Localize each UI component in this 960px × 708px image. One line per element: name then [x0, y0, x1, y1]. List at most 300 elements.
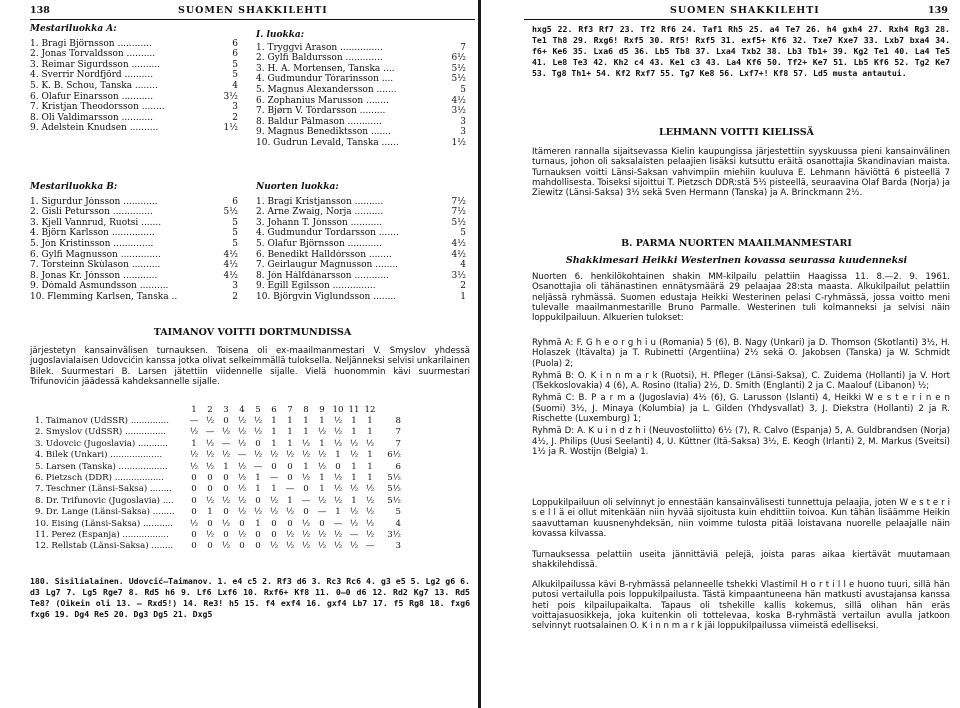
- column-header: 3: [223, 404, 229, 415]
- player-name: 4. Björn Karlsson ...............: [30, 228, 155, 239]
- total-score: 6: [395, 461, 401, 472]
- game-result: 0: [223, 473, 229, 484]
- game-result: ½: [237, 473, 247, 484]
- game-result: ½: [189, 518, 199, 529]
- crosstable: [34, 404, 402, 552]
- parma-subtitle: Shakkimesari Heikki Westerinen kovassa seurassa kuudenneksi: [565, 255, 908, 266]
- column-header: 6: [271, 404, 277, 415]
- game-result: 0: [191, 473, 197, 484]
- game-result: 0: [207, 518, 213, 529]
- crosstable-header: [34, 404, 402, 415]
- game-result: ½: [349, 484, 359, 495]
- player-name: 6. Zophanius Marusson ........: [256, 95, 389, 106]
- game-result: ½: [221, 427, 231, 438]
- game-result: ½: [301, 518, 311, 529]
- total-score: 5½: [387, 473, 401, 484]
- player-score: 7½: [451, 196, 466, 207]
- game-result: 1: [367, 473, 373, 484]
- game-result: ½: [333, 541, 343, 552]
- player-score: 4: [460, 260, 466, 271]
- game-result: 1: [351, 416, 357, 427]
- player-name: 3. H. A. Mortensen, Tanska ....: [256, 63, 395, 74]
- column-header: 10: [332, 404, 344, 415]
- game-result: ½: [365, 507, 375, 518]
- game-result: 0: [287, 518, 293, 529]
- player-name: 9. Dómald Ásmundsson ..........: [30, 281, 169, 292]
- game-result: ½: [365, 495, 375, 506]
- running-title: SUOMEN SHAKKILEHTI: [178, 5, 328, 16]
- standings-list: [256, 43, 466, 149]
- game-result: 0: [255, 438, 261, 449]
- group-result: Ryhmä C: B. P a r m a (Jugoslavia) 4½ (6), G. Larusson (Islanti) 4, Heikki W e s t e r i n e n (Suomi) 3½, J. Minaya (Kolumbia) ja L. Gilden (Yhdysvallat) 3, J. Diekstra (Hollanti) 2 ja R. Rischette (Luxemburg) 1;: [532, 393, 950, 425]
- game-result: ½: [301, 529, 311, 540]
- game-result: ½: [365, 438, 375, 449]
- game-result: 1: [335, 507, 341, 518]
- game-result: 0: [255, 541, 261, 552]
- nuorten-luokka: [256, 182, 466, 303]
- standing-row: [256, 228, 466, 239]
- game-result: —: [253, 461, 263, 472]
- parma-paragraph-4: Alkukilpailussa kävi B-ryhmässä pelanneelle tshekki Vlastimil H o r t i l l e huono tuuri, sillä hän putosi vertailulla pois loppukilpailusta. Tästä kimpaantuneena hän matkusti avustajansa kanssa heti pois kilpailupaikalta. Tapaus oli tshekille kallis kokemus, sillä olihan hän eräs voittajasuosikkeja, joka kuitenkin oli tottelevaa, koska B-ryhmästä vertailun avulla jatkoon selvinnyt ruotsalainen O. K i n n m a r k jäi loppukilpailussa viimeistä edelliseksi.: [532, 580, 950, 632]
- parma-paragraph-1: Nuorten 6. henkilökohtainen shakin MM-kilpailu pelattiin Haagissa 11. 8.—2. 9. 1961. Osanottajia oli tähänastinen ennätysmäärä 29 pelaajaa 28:sta maasta. Alkukilpailut pelattiin neljässä ryhmässä. Suomen edustaja Heikki Westerinen pelasi C-ryhmässä, jossa voitto meni tulevalle maailmanmestarille Bruno Parmalle. Westerinen tuli kolmanneksi ja selvisi näin loppukilpailuun. Alkuerien tulokset:: [532, 272, 950, 324]
- game-result: 1: [223, 461, 229, 472]
- game-result: —: [349, 529, 359, 540]
- mestariluokka-b: [30, 182, 238, 303]
- standing-row: [30, 239, 238, 250]
- player-score: 4½: [223, 260, 238, 271]
- player-name: 2. Jonas Torvaldsson ..........: [30, 49, 156, 60]
- standing-row: [256, 74, 466, 85]
- crosstable-row: [34, 461, 402, 472]
- game-result: ½: [285, 507, 295, 518]
- game-result: 1: [351, 461, 357, 472]
- game-result: —: [317, 507, 327, 518]
- standing-row: [30, 49, 238, 60]
- standing-row: [256, 292, 466, 303]
- game-result: 1: [319, 438, 325, 449]
- player-name: 9. Magnus Benediktsson .......: [256, 127, 391, 138]
- player-name: 10. Eising (Länsi-Saksa) ...........: [35, 518, 174, 529]
- game-result: ½: [221, 495, 231, 506]
- player-name: 1. Taimanov (UdSSR) ..............: [35, 416, 169, 427]
- game-result: ½: [205, 416, 215, 427]
- player-name: 8. Jonas Kr. Jónsson ............: [30, 270, 158, 281]
- game-result: 1: [255, 518, 261, 529]
- player-score: 5½: [451, 63, 466, 74]
- column-header: 7: [287, 404, 293, 415]
- game-result: 0: [255, 495, 261, 506]
- game-result: ½: [269, 507, 279, 518]
- player-name: 11. Perez (Espanja) .................: [35, 529, 169, 540]
- game-result: ½: [333, 473, 343, 484]
- game-result: 1: [287, 495, 293, 506]
- game-result: 1: [351, 427, 357, 438]
- player-score: 4: [232, 80, 238, 91]
- game-result: —: [301, 495, 311, 506]
- player-score: 4½: [223, 249, 238, 260]
- game-result: ½: [333, 484, 343, 495]
- game-result: ½: [269, 450, 279, 461]
- standing-row: [256, 260, 466, 271]
- game-result: 0: [287, 473, 293, 484]
- game-result: 1: [351, 495, 357, 506]
- player-score: 5½: [223, 207, 238, 218]
- player-name: 4. Gudmundur Tórarinsson ....: [256, 74, 394, 85]
- game-result: ½: [301, 450, 311, 461]
- game-result: ½: [317, 450, 327, 461]
- standing-row: [256, 53, 466, 64]
- game-result: 0: [287, 461, 293, 472]
- player-name: 2. Gisli Petursson ..............: [30, 207, 153, 218]
- game-result: ½: [349, 507, 359, 518]
- game-result: ½: [221, 541, 231, 552]
- player-score: 4½: [223, 270, 238, 281]
- player-name: 7. Geirlaugur Magnusson ........: [256, 260, 399, 271]
- player-score: 6: [232, 49, 238, 60]
- parma-title: B. PARMA NUORTEN MAAILMANMESTARI: [621, 238, 852, 249]
- player-name: 1. Bragi Kristjansson ..........: [256, 196, 384, 207]
- standing-row: [30, 92, 238, 103]
- game-result: 0: [271, 529, 277, 540]
- game-result: 1: [367, 416, 373, 427]
- game-result: 1: [335, 450, 341, 461]
- player-score: 2: [232, 112, 238, 123]
- game-result: ½: [205, 461, 215, 472]
- group-result: Ryhmä D: A. K u i n d z h i (Neuvostoliitto) 6½ (7), R. Calvo (Espanja) 5, A. Guldbrandsen (Norja) 4½, J. Philips (Uusi Seelanti) 4, U. Küttner (Itä-Saksa) 3½, E. Keogh (Irlanti) 2, M. Markus (Sveitsi) 1½ ja R. Wostijn (Belgia) 1.: [532, 426, 950, 457]
- group-result: Ryhmä B: O. K i n n m a r k (Ruotsi), H. Pfleger (Länsi-Saksa), C. Zuidema (Hollanti) ja V. Hort (Tšekkoslovakia) 4 (6), A. Rosino (Italia) 2½, D. Smith (Englanti) 2 ja C. Maalouf (Libanon) ½;: [532, 370, 950, 392]
- player-name: 8. Baldur Pálmason ............: [256, 116, 382, 127]
- game-result: 1: [303, 427, 309, 438]
- player-name: 4. Gudmundur Tordarsson .......: [256, 228, 399, 239]
- player-name: 1. Bragi Björnsson ............: [30, 38, 152, 49]
- game-result: 1: [319, 473, 325, 484]
- game-result: ½: [349, 518, 359, 529]
- game-result: 1: [367, 427, 373, 438]
- standing-row: [256, 197, 466, 208]
- game-result: ½: [317, 461, 327, 472]
- standings-list: [30, 197, 238, 303]
- game-result: 0: [191, 529, 197, 540]
- page-number: 139: [928, 5, 948, 16]
- standing-row: [256, 96, 466, 107]
- game-result: ½: [205, 450, 215, 461]
- standing-row: [30, 39, 238, 50]
- standing-row: [30, 228, 238, 239]
- standing-row: [256, 127, 466, 138]
- page-number: 138: [30, 5, 50, 16]
- player-name: 6. Pietzsch (DDR) ..................: [35, 473, 164, 484]
- game-result: ½: [333, 416, 343, 427]
- player-score: 3: [460, 127, 466, 138]
- game-result: 0: [223, 484, 229, 495]
- player-name: 5. K. B. Schou, Tanska ........: [30, 80, 158, 91]
- game-result: ½: [205, 438, 215, 449]
- standing-row: [256, 43, 466, 54]
- game-result: ½: [237, 438, 247, 449]
- group-result: Ryhmä A: F. G h e o r g h i u (Romania) 5 (6), B. Nagy (Unkari) ja D. Thomson (Skotlanti) 3½, H. Holaszek (Itävalta) ja T. Rubinetti (Argentiina) 2½ sekä O. Jakobsen (Tanska) ja W. Schmidt (Puola) 2;: [532, 338, 950, 369]
- player-name: 10. Flemming Karlsen, Tanska ..: [30, 291, 178, 302]
- game-result: ½: [317, 495, 327, 506]
- game-result: ½: [237, 484, 247, 495]
- lehmann-text: Itämeren rannalla sijaitsevassa Kielin kaupungissa järjestettiin syyskuussa pieni kansainvälinen turnaus, johon oli saksalaisten pelaajien lisäksi kutsuttu eräitä osanottajia Skandinavian maista. Turnauksen voitti Länsi-Saksan vahvimpiin miehiin kuuluva E. Lehmann häviöttä 6 pisteellä 7 mahdollisesta. Toiseksi sijoittui T. Pietzsch DDR:stä 5½ pisteellä, seuraavina Olaf Barda (Norja) ja Ziewitz (Länsi-Saksa) 3½ sekä Sven Hermann (Tanska) ja A. Brinckmann 2½.: [532, 147, 950, 199]
- game-result: ½: [189, 450, 199, 461]
- left-page-header: [0, 5, 480, 19]
- column-header: 8: [303, 404, 309, 415]
- header-rule: [30, 19, 475, 20]
- standing-row: [30, 113, 238, 124]
- crosstable-row: [34, 541, 402, 552]
- standing-row: [256, 138, 466, 149]
- game-result: ½: [365, 484, 375, 495]
- column-header: 12: [364, 404, 376, 415]
- right-page: [480, 0, 960, 708]
- player-score: 6: [232, 196, 238, 207]
- game-result: —: [333, 518, 343, 529]
- game-result: 0: [271, 518, 277, 529]
- game-result: 1: [271, 427, 277, 438]
- game-result: ½: [333, 529, 343, 540]
- game-result: 0: [207, 541, 213, 552]
- game-result: 1: [271, 438, 277, 449]
- game-result: 0: [303, 507, 309, 518]
- player-name: 6. Benedikt Halldórsson ........: [256, 249, 392, 260]
- standing-row: [30, 207, 238, 218]
- luokka-1: [256, 30, 466, 149]
- standing-row: [256, 271, 466, 282]
- game-result: ½: [221, 518, 231, 529]
- game-result: 0: [191, 484, 197, 495]
- player-name: 3. Johann T. Jónsson ...........: [256, 217, 383, 228]
- game-result: 0: [191, 507, 197, 518]
- player-score: 5½: [451, 74, 466, 85]
- standing-row: [30, 271, 238, 282]
- game-result: ½: [301, 473, 311, 484]
- player-score: 1½: [451, 137, 466, 148]
- player-score: 5: [232, 238, 238, 249]
- player-name: 7. Teschner (Länsi-Saksa) ........: [35, 484, 172, 495]
- player-name: 2. Arne Zwaig, Norja ..........: [256, 207, 384, 218]
- game-result: —: [285, 484, 295, 495]
- total-score: 5: [395, 507, 401, 518]
- game-result: ½: [317, 541, 327, 552]
- total-score: 3: [395, 541, 401, 552]
- crosstable-row: [34, 438, 402, 449]
- game-result: ½: [253, 450, 263, 461]
- game-result: 1: [303, 416, 309, 427]
- player-score: 3½: [223, 91, 238, 102]
- game-result: ½: [253, 427, 263, 438]
- game-result: ½: [349, 541, 359, 552]
- right-page-header: [480, 5, 960, 19]
- game-result: —: [365, 541, 375, 552]
- section-heading: Mestariluokka B:: [30, 182, 118, 192]
- game-result: 0: [223, 529, 229, 540]
- game-result: ½: [237, 416, 247, 427]
- total-score: 7: [395, 427, 401, 438]
- player-name: 3. Udovcic (Jugoslavia) ...........: [35, 438, 168, 449]
- game-result: 1: [303, 461, 309, 472]
- standing-row: [256, 239, 466, 250]
- standing-row: [256, 117, 466, 128]
- player-name: 6. Gylfi Magnusson ..............: [30, 249, 161, 260]
- game-result: 0: [335, 461, 341, 472]
- standing-row: [256, 85, 466, 96]
- player-name: 10. Björgvin Viglundsson ........: [256, 291, 397, 302]
- player-score: 7½: [451, 207, 466, 218]
- game-result: ½: [333, 438, 343, 449]
- player-score: 5: [232, 217, 238, 228]
- player-name: 8. Óli Valdimarsson ...........: [30, 112, 153, 123]
- player-score: 5: [232, 70, 238, 81]
- game-result: —: [269, 473, 279, 484]
- total-score: 6½: [387, 450, 401, 461]
- group-results: [532, 338, 950, 459]
- standing-row: [256, 106, 466, 117]
- player-name: 10. Gudrun Levald, Tanska ......: [256, 137, 399, 148]
- standing-row: [30, 123, 238, 134]
- game-result: 1: [319, 484, 325, 495]
- standing-row: [256, 250, 466, 261]
- player-score: 3: [232, 102, 238, 113]
- game-result: ½: [301, 541, 311, 552]
- player-score: 3½: [451, 106, 466, 117]
- player-name: 5. Jón Kristinsson ..............: [30, 238, 154, 249]
- column-header: 2: [207, 404, 213, 415]
- player-score: 4½: [451, 95, 466, 106]
- taimanov-text: järjestetyn kansainvälisen turnauksen. Toisena oli ex-maailmanmestari V. Smyslov yhdessä jugoslavialaisen Udovcićin kanssa jotka olivat selkeimmällä tuloksella. Neljänneksi selvisi unkarilainen Bilek. Suurmestari B. Larsen jätettiin viidennelle sijalle. Vielä huonommin kävi suurmestari Trifunovićin jäädessä kahdeksannelle sijalle.: [30, 346, 470, 387]
- player-name: 6. Olafur Einarsson ...........: [30, 91, 154, 102]
- game-result: 0: [207, 473, 213, 484]
- game-result: ½: [285, 529, 295, 540]
- total-score: 3½: [387, 529, 401, 540]
- game-result: 1: [287, 427, 293, 438]
- game-result: ½: [237, 507, 247, 518]
- game-result: ½: [205, 495, 215, 506]
- game-result: ½: [349, 450, 359, 461]
- standing-row: [30, 250, 238, 261]
- game-result: —: [189, 416, 199, 427]
- parma-paragraph-3: Turnauksessa pelattiin useita jännittäviä pelejä, joista paras aikaa kiertävät muutamaan shakkilehdissä.: [532, 550, 950, 571]
- game-result: 1: [287, 416, 293, 427]
- standing-row: [30, 197, 238, 208]
- column-header: 9: [319, 404, 325, 415]
- game-result: ½: [349, 438, 359, 449]
- game-result: 1: [255, 473, 261, 484]
- crosstable-row: [34, 495, 402, 506]
- parma-paragraph-2: Loppukilpailuun oli selvinnyt jo ennestään kansainvälisesti tunnettuja pelaajia, joten W e s t e r i s e l l ä ei ollut mitenkään niin hyvää sijoitusta kuin ehdittiin toivoa. Kun tähän lisäämme Heikin saavuttaman kuusnenyhdeksän, niin voimme tulosta pitää loistavana nuorelle pelaajalle näin kovassa kilvassa.: [532, 498, 950, 539]
- game-result: —: [221, 438, 231, 449]
- taimanov-title: TAIMANOV VOITTI DORTMUNDISSA: [153, 327, 352, 338]
- crosstable-row: [34, 518, 402, 529]
- game-result: ½: [237, 461, 247, 472]
- section-heading: Nuorten luokka:: [256, 182, 339, 192]
- game-result: ½: [317, 427, 327, 438]
- player-score: 3: [460, 116, 466, 127]
- game-result: 0: [239, 541, 245, 552]
- player-name: 2. Smyslov (UdSSR) ...............: [35, 427, 166, 438]
- game-result: ½: [205, 529, 215, 540]
- game-result: ½: [237, 529, 247, 540]
- game-result: ½: [237, 495, 247, 506]
- crosstable-row: [34, 427, 402, 438]
- player-name: 12. Rellstab (Länsi-Saksa) ........: [35, 541, 174, 552]
- game-result: ½: [221, 450, 231, 461]
- game-result: 1: [351, 473, 357, 484]
- player-name: 7. Bjørn V. Tórdarsson .........: [256, 106, 386, 117]
- player-name: 9. Adelstein Knudsen ..........: [30, 123, 159, 134]
- player-score: 5: [232, 59, 238, 70]
- game-result: 0: [319, 518, 325, 529]
- game-result: 1: [367, 461, 373, 472]
- player-name: 4. Sverrir Nordfjörd ..........: [30, 70, 154, 81]
- player-name: 4. Bilek (Unkari) ...................: [35, 450, 163, 461]
- game-result: 0: [255, 529, 261, 540]
- lehmann-title: LEHMANN VOITTI KIELISSÄ: [659, 127, 814, 138]
- game-result: ½: [269, 495, 279, 506]
- game-result: 1: [271, 416, 277, 427]
- moves-text: hxg5 22. Rf3 Rf7 23. Tf2 Rf6 24. Taf1 Rh5 25. a4 Te7 26. h4 gxh4 27. Rxh4 Rg3 28. Te1 Th8 29. Rxg6! Rxf5 30. Rf5! Rxf5 31. exf5+ Kf6 32. Txe7 Kxe7 33. Lxb7 bxa4 34. f6+ Ke6 35. Lxa6 d5 36. Lb5 Tb8 37. Lxa4 Txb2 38. Lb3 Tb1+ 39. Kg2 Te1 40. La4 Te5 41. Le8 Te3 42. Kh2 c4 43. Ke1 c3 43. La4 Kf6 50. Tf2+ Ke7 51. Lb5 Kf6 52. Tg2 Ke7 53. Tg8 Th1+ 54. Kf2 Rxf7 55. Tg7 Ke8 56. Lxf7+! Kf8 57. Ld5 musta antautui.: [532, 24, 950, 78]
- section-heading: Mestariluokka A:: [30, 24, 117, 34]
- column-header: 4: [239, 404, 245, 415]
- game-result: —: [205, 427, 215, 438]
- section-heading: I. luokka:: [256, 30, 305, 40]
- standings-list: [30, 39, 238, 134]
- game-result: ½: [285, 541, 295, 552]
- standing-row: [30, 60, 238, 71]
- game-result: ½: [317, 529, 327, 540]
- game-result: 0: [191, 495, 197, 506]
- game-result: ½: [365, 518, 375, 529]
- game-result: 1: [207, 507, 213, 518]
- player-name: 5. Larsen (Tanska) ..................: [35, 461, 168, 472]
- player-score: 7: [460, 42, 466, 53]
- game-result: 1: [191, 438, 197, 449]
- game-result: —: [237, 450, 247, 461]
- crosstable-row: [34, 529, 402, 540]
- player-score: 1: [460, 291, 466, 302]
- crosstable-row: [34, 484, 402, 495]
- game-result: 0: [191, 541, 197, 552]
- game-result: 0: [207, 484, 213, 495]
- game-result: 1: [287, 438, 293, 449]
- standing-row: [30, 292, 238, 303]
- game-result: ½: [365, 529, 375, 540]
- player-name: 3. Kjell Vannrud, Ruotsi .......: [30, 217, 162, 228]
- player-name: 1. Sigurdur Jónsson ............: [30, 196, 158, 207]
- game-result: 1: [367, 450, 373, 461]
- game-result: 0: [303, 484, 309, 495]
- game-result: ½: [285, 450, 295, 461]
- crosstable-row: [34, 507, 402, 518]
- player-score: 6½: [451, 53, 466, 64]
- player-score: 5: [460, 84, 466, 95]
- game-text: 180. Sisilialainen. Udovcić—Taimanov. 1. e4 c5 2. Rf3 d6 3. Rc3 Rc6 4. g3 e5 5. Lg2 g6 6. d3 Lg7 7. Lg5 Rge7 8. Rd5 h6 9. Lf6 Lxf6 10. Rxf6+ Kf8 11. 0—0 d6 12. Rd2 Kg7 13. Rd5 Te8? (Oikein oli 13. — Rxd5!) 14. Re3! h5 15. f4 exf4 16. gxf4 Lb7 17. f5 Rg8 18. fxg6 fxg6 19. Dg4 Re5 20. Dg3 Dg5 21. Dxg5: [30, 576, 470, 619]
- mestariluokka-a: [30, 24, 238, 134]
- game-result: 0: [223, 416, 229, 427]
- game-result: ½: [189, 461, 199, 472]
- player-score: 1½: [223, 123, 238, 134]
- player-name: 5. Magnus Alexandersson .......: [256, 84, 397, 95]
- standings-list: [256, 197, 466, 303]
- player-name: 5. Ólafur Björnsson ............: [256, 238, 382, 249]
- crosstable-row: [34, 472, 402, 483]
- game-result: 0: [239, 518, 245, 529]
- game-result: ½: [269, 541, 279, 552]
- total-score: 5½: [387, 484, 401, 495]
- column-header: 11: [348, 404, 360, 415]
- game-result: ½: [189, 427, 199, 438]
- player-name: 2. Gylfi Baldursson .............: [256, 53, 383, 64]
